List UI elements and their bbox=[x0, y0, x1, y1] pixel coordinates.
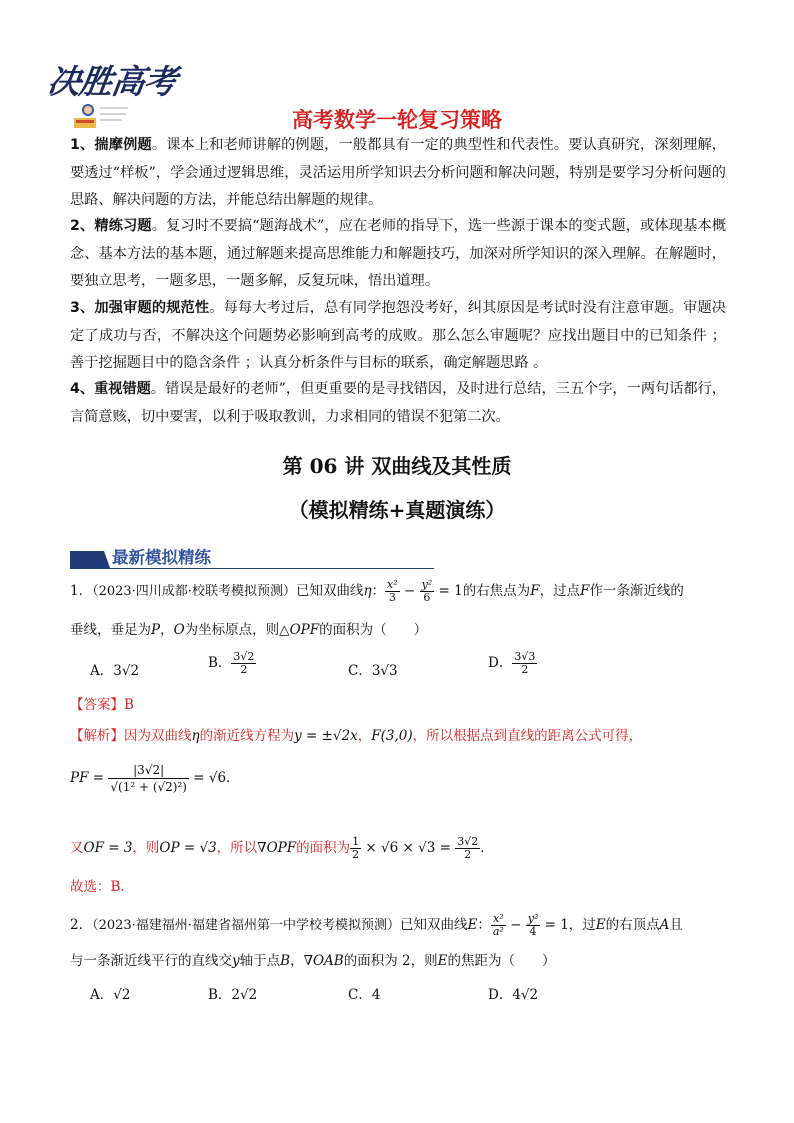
math-expression: OP = √3 bbox=[159, 840, 217, 856]
option-value: 2√2 bbox=[231, 987, 258, 1003]
tip-paragraph bbox=[70, 132, 726, 215]
math-symbol: η bbox=[191, 728, 200, 744]
analysis-text: 的渐近线方程为 bbox=[199, 728, 295, 744]
question-text: 的焦距为（ ） bbox=[447, 953, 556, 969]
option-c[interactable] bbox=[348, 983, 380, 1003]
option-value: 3√2 bbox=[113, 663, 140, 679]
math-symbol: F bbox=[580, 583, 590, 599]
question-text: ，过 bbox=[568, 917, 596, 933]
fraction-numerator: y² bbox=[421, 578, 433, 591]
fraction-numerator: 1 bbox=[352, 835, 360, 848]
analysis-text: ， bbox=[357, 728, 372, 744]
lecture-subtitle: （模拟精练+真题演练） bbox=[288, 498, 506, 522]
tip-heading: 1、揣摩例题 bbox=[70, 137, 152, 153]
math-expression: = √6 bbox=[188, 770, 227, 786]
page-title: 高考数学一轮复习策略 bbox=[292, 108, 502, 132]
fraction-denominator: a² bbox=[492, 925, 504, 938]
option-value: 4 bbox=[371, 987, 381, 1003]
question-text: ， bbox=[290, 953, 304, 969]
math-symbol: y bbox=[232, 953, 240, 969]
fraction bbox=[491, 913, 506, 938]
fraction-denominator: 2 bbox=[352, 848, 360, 861]
fraction-numerator: 3√2 bbox=[457, 835, 479, 848]
option-label: C． bbox=[348, 663, 372, 679]
math-symbol: = 1 bbox=[540, 917, 569, 933]
tip-paragraph bbox=[70, 213, 726, 296]
fraction-denominator: 2 bbox=[240, 663, 248, 676]
option-d[interactable] bbox=[488, 983, 538, 1003]
section-title: 最新模拟精练 bbox=[112, 548, 211, 567]
option-a[interactable] bbox=[90, 983, 130, 1003]
question-text: 已知双曲线 bbox=[295, 583, 364, 599]
tip-paragraph bbox=[70, 376, 726, 431]
tip-heading: 2、精练习题 bbox=[70, 218, 152, 234]
fraction-numerator: |3√2| bbox=[108, 762, 189, 779]
option-label: B． bbox=[208, 987, 232, 1003]
option-value: √2 bbox=[113, 987, 131, 1003]
question-text: ： bbox=[371, 583, 386, 599]
area-line bbox=[70, 836, 730, 861]
tip-body: 。课本上和老师讲解的例题，一般都具有一定的典型性和代表性。要认真研究，深刻理解，要透过“样板”，学会通过逻辑思维，灵活运用所学知识去分析问题和解决问题，特别是要学习分析问题的思路、解决问题的方法，并能总结出解题的规律。 bbox=[70, 137, 726, 208]
analysis-text: 又 bbox=[70, 840, 84, 856]
option-label: D． bbox=[488, 655, 513, 671]
math-symbol: E bbox=[437, 953, 448, 969]
question-text: 垂线，垂足为 bbox=[70, 622, 151, 638]
question-1-line-1 bbox=[70, 579, 730, 604]
option-d[interactable] bbox=[488, 651, 537, 676]
math-symbol: E bbox=[467, 917, 478, 933]
question-text: 的面积为（ ） bbox=[319, 622, 428, 638]
tip-heading: 4、重视错题 bbox=[70, 381, 151, 397]
fraction-denominator: 3 bbox=[388, 591, 396, 604]
lecture-title: 第 06 讲 双曲线及其性质 bbox=[282, 454, 512, 478]
math-symbol: P bbox=[151, 622, 161, 638]
math-symbol: F bbox=[530, 583, 540, 599]
tip-body: 。错误是最好的老师”，但更重要的是寻找错因，及时进行总结，三五个字，一两句话都行，言简意赅，切中要害，以利于吸取教训，力求相同的错误不犯第二次。 bbox=[70, 381, 726, 425]
question-1-line-2 bbox=[70, 619, 730, 641]
question-source: （2023·四川成都·校联考模拟预测） bbox=[92, 584, 296, 599]
question-text: ： bbox=[477, 917, 491, 933]
option-c[interactable] bbox=[348, 659, 398, 679]
math-symbol: η bbox=[363, 583, 372, 599]
analysis-text: ，所以 bbox=[216, 840, 258, 856]
option-value: 3√3 bbox=[371, 663, 398, 679]
question-text: ． bbox=[226, 770, 240, 786]
tip-body: 。复习时不要搞“题海战术”，应在老师的指导下，选一些源于课本的变式题，或体现基本概念、基本方法的基本题，通过解题来提高思维能力和解题技巧，加深对所学知识的深入理解。在解题时，要独立思考，一题多思，一题多解，反复玩味，悟出道理。 bbox=[70, 218, 727, 289]
option-label: C． bbox=[348, 987, 372, 1003]
fraction-denominator: 2 bbox=[464, 848, 472, 861]
math-expression: × √6 × √3 = bbox=[361, 840, 456, 856]
fraction-numerator: x² bbox=[387, 578, 398, 591]
math-expression: ∇OAB bbox=[303, 953, 344, 969]
question-text: 的右焦点为 bbox=[462, 583, 531, 599]
analysis-text: 因为双曲线 bbox=[124, 728, 192, 744]
math-expression: F(3,0) bbox=[371, 728, 413, 744]
answer-value: B bbox=[124, 697, 134, 713]
analysis-line bbox=[70, 725, 730, 747]
question-text: 作一条渐近线的 bbox=[589, 583, 684, 599]
option-label: A． bbox=[90, 663, 114, 679]
math-symbol: − bbox=[399, 583, 420, 599]
conclusion: 故选：B. bbox=[70, 879, 125, 895]
math-symbol: B bbox=[280, 953, 291, 969]
fraction bbox=[526, 913, 541, 938]
question-text: ，过点 bbox=[539, 583, 581, 599]
answer-line bbox=[70, 694, 730, 716]
option-a[interactable] bbox=[90, 659, 139, 679]
question-text: ， bbox=[160, 622, 174, 638]
option-label: D． bbox=[488, 987, 513, 1003]
fraction bbox=[350, 836, 361, 861]
fraction-denominator: √(1² + (√2)²) bbox=[110, 780, 187, 794]
answer-label: 【答案】 bbox=[70, 697, 124, 713]
question-text: 已知双曲线 bbox=[399, 917, 468, 933]
fraction-numerator: x² bbox=[491, 913, 506, 926]
math-symbol: − bbox=[505, 917, 526, 933]
question-text: 且 bbox=[669, 917, 683, 933]
math-symbol: A bbox=[659, 917, 670, 933]
fraction-denominator: 2 bbox=[521, 663, 529, 676]
tip-heading: 3、加强审题的规范性 bbox=[70, 300, 210, 316]
fraction-denominator: 4 bbox=[529, 925, 537, 938]
fraction bbox=[231, 651, 256, 676]
analysis-label: 【解析】 bbox=[70, 728, 124, 744]
fraction bbox=[455, 836, 480, 861]
question-text: 与一条渐近线平行的直线交 bbox=[70, 953, 232, 969]
math-symbol: O bbox=[173, 622, 185, 638]
tip-body: 。每每大考过后，总有同学抱怨没考好，纠其原因是考试时没有注意审题。审题决定了成功与否，不解决这个问题势必影响到高考的成败。那么怎么审题呢？应找出题目中的已知条件 ；善于挖掘题目中的隐含条件 ；认真分析条件与目标的联系，确定解题思路 。 bbox=[70, 300, 726, 371]
math-expression: y = ±√2x bbox=[294, 728, 358, 744]
math-symbol: E bbox=[595, 917, 606, 933]
option-label: A． bbox=[90, 987, 114, 1003]
fraction-numerator: 3√2 bbox=[233, 650, 255, 663]
fraction bbox=[385, 579, 400, 604]
question-text: 为坐标原点，则△ bbox=[184, 622, 290, 638]
option-label: B． bbox=[208, 655, 232, 671]
math-symbol: = 1 bbox=[434, 583, 463, 599]
analysis-text: ，所以根据点到直线的距离公式可得， bbox=[412, 728, 643, 744]
fraction bbox=[420, 579, 435, 604]
question-text: 轴于点 bbox=[239, 953, 281, 969]
option-b[interactable] bbox=[208, 983, 257, 1003]
analysis-text: ，则 bbox=[132, 840, 160, 856]
question-number: 2． bbox=[70, 917, 93, 933]
fraction-denominator: 6 bbox=[423, 591, 431, 604]
tip-paragraph bbox=[70, 295, 726, 378]
question-text: 的面积为 2，则 bbox=[343, 953, 438, 969]
question-text: 的右顶点 bbox=[605, 917, 660, 933]
question-text: ． bbox=[480, 840, 494, 856]
question-number: 1． bbox=[70, 583, 93, 599]
question-2-line-2 bbox=[70, 950, 730, 972]
fraction bbox=[108, 762, 189, 795]
option-value: 4√2 bbox=[512, 987, 539, 1003]
logo-text: 决胜高考 bbox=[44, 62, 179, 101]
option-b[interactable] bbox=[208, 651, 256, 676]
analysis-text: 的面积为 bbox=[296, 840, 351, 856]
math-expression: ∇OPF bbox=[257, 840, 297, 856]
fraction-numerator: 3√3 bbox=[514, 650, 536, 663]
math-symbol: OPF bbox=[289, 622, 320, 638]
question-2-line-1 bbox=[70, 913, 730, 938]
question-source: （2023·福建福州·福建省福州第一中学校考模拟预测） bbox=[92, 918, 400, 933]
math-expression: OF = 3 bbox=[83, 840, 133, 856]
fraction bbox=[512, 651, 537, 676]
math-expression: PF = bbox=[70, 770, 109, 786]
fraction-numerator: y² bbox=[527, 912, 539, 925]
pf-formula bbox=[70, 762, 730, 795]
